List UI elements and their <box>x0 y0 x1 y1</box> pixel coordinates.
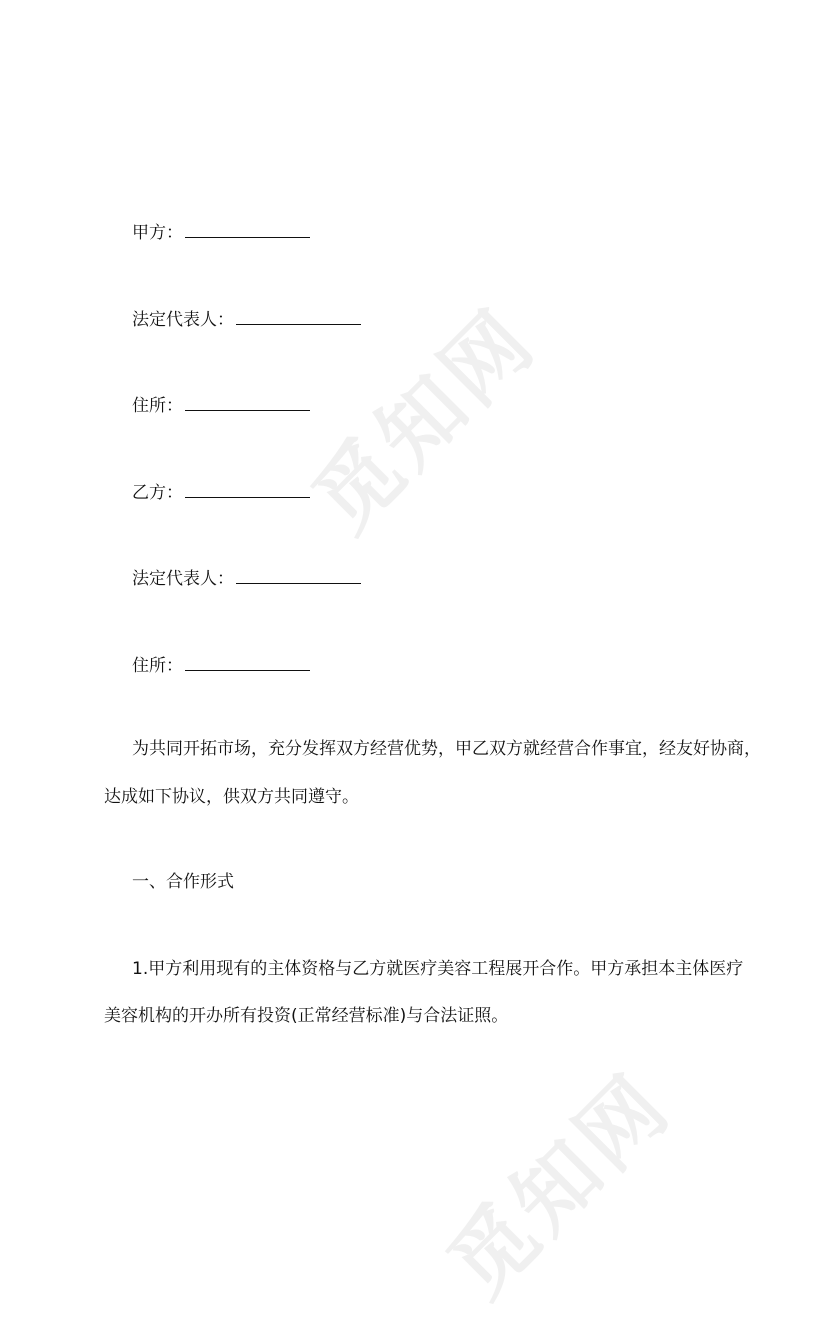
party-a-rep-blank <box>236 305 361 325</box>
party-a-address-label: 住所： <box>132 396 183 416</box>
party-a-line <box>132 218 310 245</box>
party-b-label: 乙方： <box>132 483 183 503</box>
party-a-label: 甲方： <box>132 223 183 243</box>
intro-line-1: 为共同开拓市场，充分发挥双方经营优势，甲乙双方就经营合作事宜，经友好协商， <box>132 739 761 759</box>
party-b-line <box>132 478 310 505</box>
watermark: 觅知网 <box>294 289 555 551</box>
party-b-rep-blank <box>236 564 361 584</box>
clause-1-line-2: 美容机构的开办所有投资(正常经营标准)与合法证照。 <box>104 1006 509 1026</box>
party-a-address-blank <box>185 391 310 411</box>
watermark: 觅知网 <box>429 1054 690 1316</box>
section-heading: 一、合作形式 <box>132 872 234 892</box>
party-b-address-label: 住所： <box>132 656 183 676</box>
party-a-blank <box>185 218 310 238</box>
party-a-rep-label: 法定代表人： <box>132 310 234 330</box>
party-b-blank <box>185 478 310 498</box>
intro-line-2: 达成如下协议，供双方共同遵守。 <box>104 787 359 807</box>
party-a-address-line <box>132 391 310 418</box>
party-b-address-line <box>132 651 310 678</box>
party-b-rep-line <box>132 564 361 591</box>
party-b-rep-label: 法定代表人： <box>132 569 234 589</box>
party-a-rep-line <box>132 305 361 332</box>
party-b-address-blank <box>185 651 310 671</box>
clause-1-line-1: 1.甲方利用现有的主体资格与乙方就医疗美容工程展开合作。甲方承担本主体医疗 <box>132 959 744 979</box>
